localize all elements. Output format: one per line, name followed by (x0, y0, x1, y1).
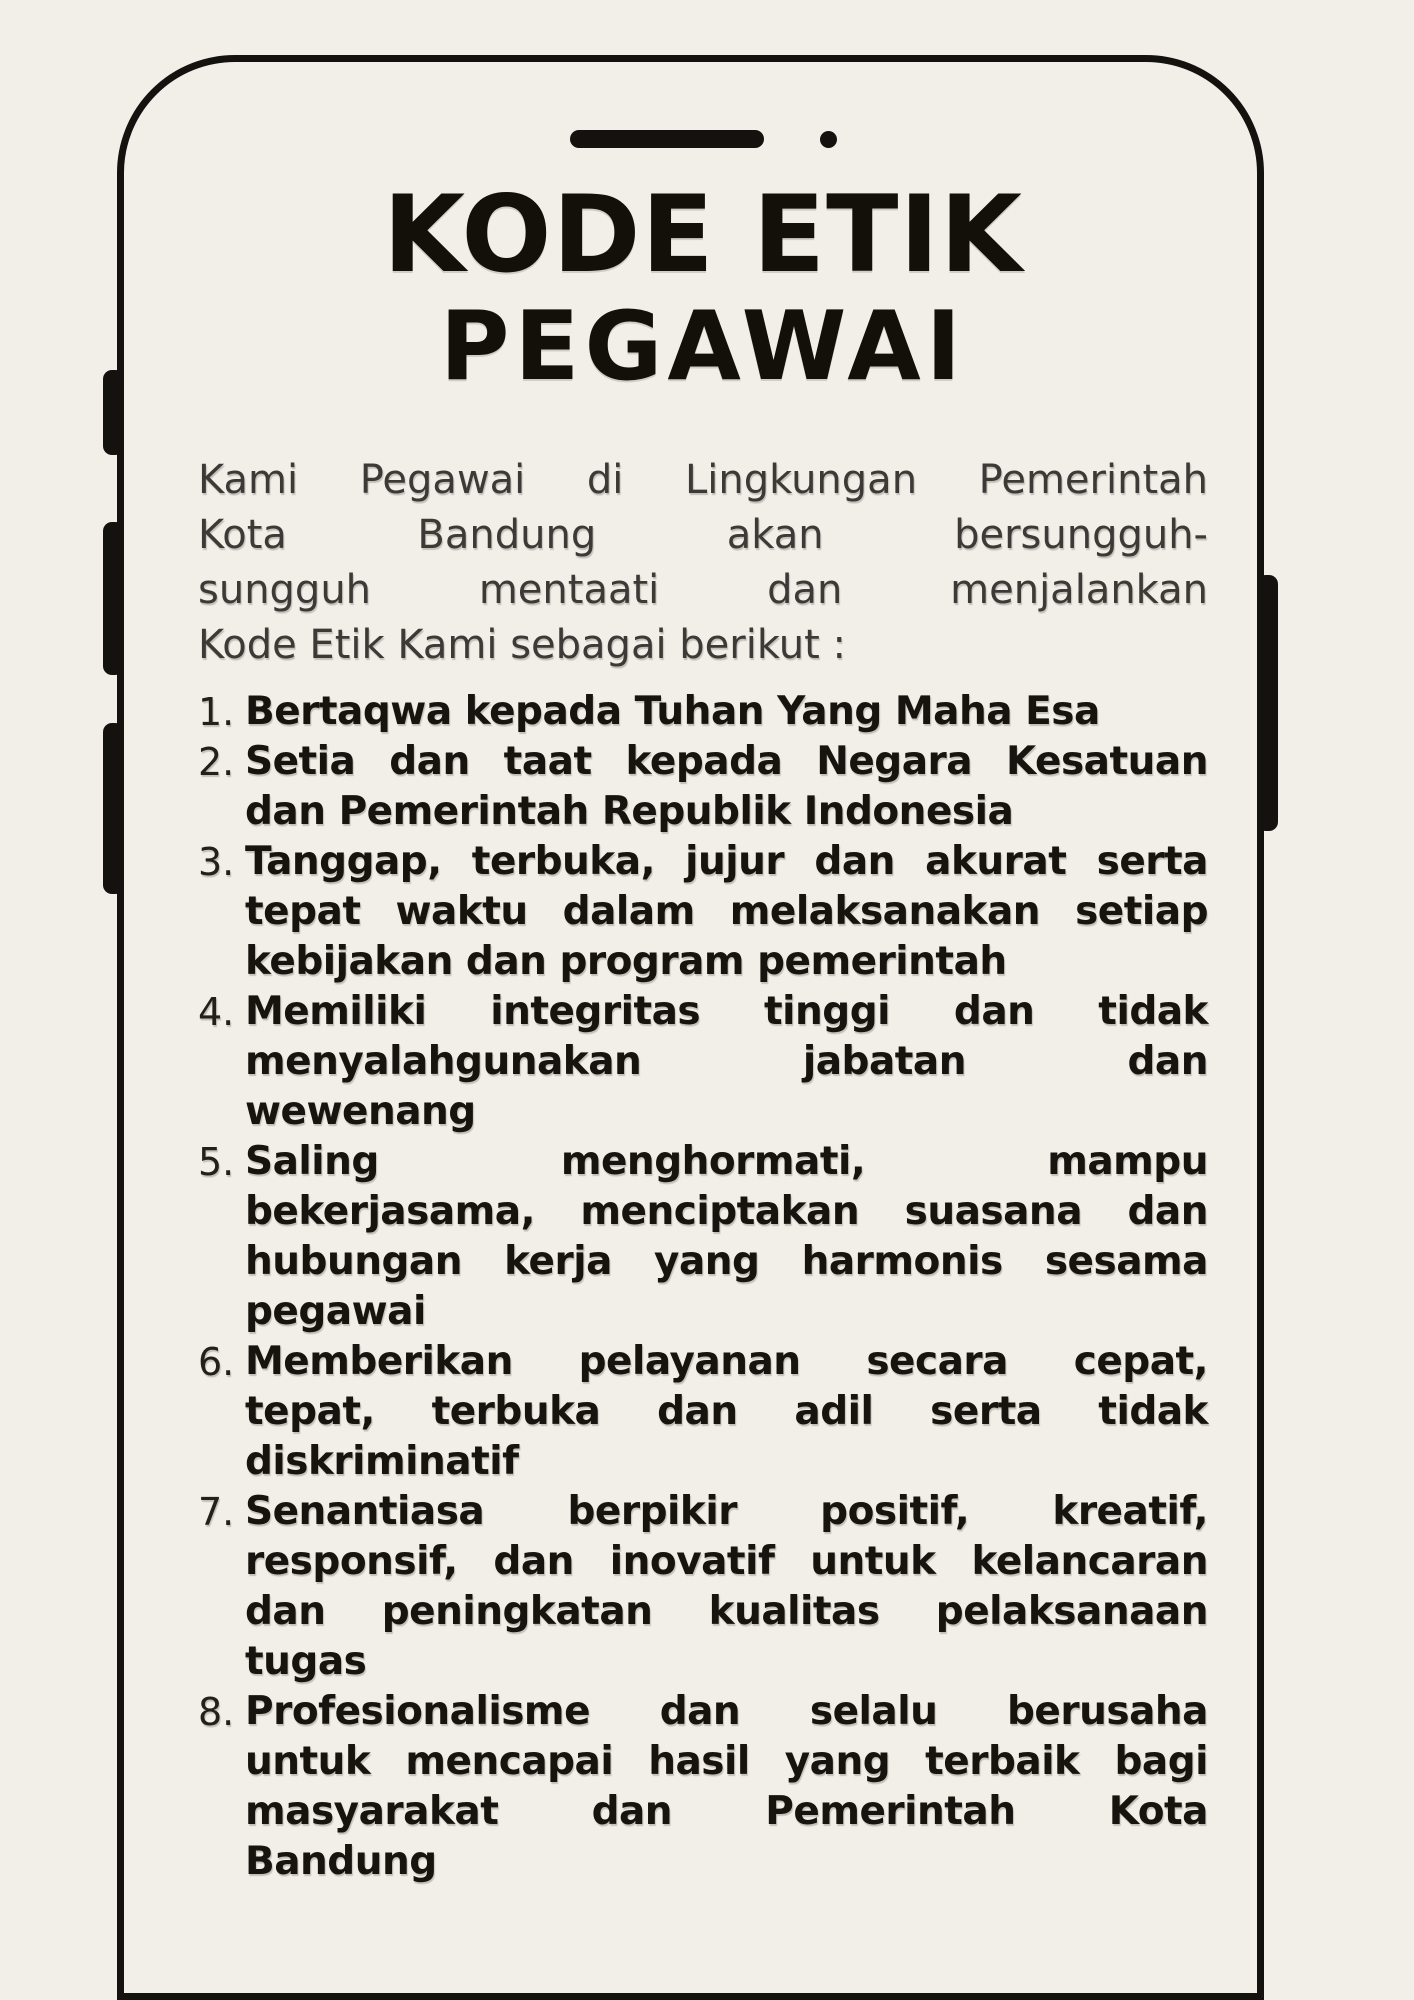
list-item-line: dan Pemerintah Republik Indonesia (245, 789, 1014, 834)
list-item-line: Bandung (245, 1839, 437, 1884)
speaker-bar-icon (570, 130, 764, 148)
list-item (198, 737, 1208, 837)
list-item-line: Saling menghormati, mampu (245, 1139, 1208, 1184)
list-item-text (245, 837, 1208, 987)
list-item-number: 1. (198, 690, 235, 734)
list-item-number: 6. (198, 1340, 235, 1384)
list-item-line: bekerjasama, menciptakan suasana dan (245, 1189, 1208, 1234)
list-item-line: Bertaqwa kepada Tuhan Yang Maha Esa (245, 689, 1100, 734)
list-item-number: 2. (198, 740, 235, 784)
poster-title-line2: PEGAWAI (439, 292, 967, 402)
list-item-text (245, 1487, 1208, 1687)
list-item-line: tugas (245, 1639, 367, 1684)
ethics-list (198, 687, 1208, 1887)
list-item-line: dan peningkatan kualitas pelaksanaan (245, 1589, 1208, 1634)
list-item-line: Senantiasa berpikir positif, kreatif, (245, 1489, 1208, 1534)
list-item-line: hubungan kerja yang harmonis sesama (245, 1239, 1208, 1284)
list-item-line: Memiliki integritas tinggi dan tidak (245, 989, 1208, 1034)
list-item-line: pegawai (245, 1289, 426, 1334)
poster-title-line1: KODE ETIK (382, 173, 1024, 296)
list-item-line: Memberikan pelayanan secara cepat, (245, 1339, 1208, 1384)
poster-content (198, 55, 1208, 1887)
list-item-line: diskriminatif (245, 1439, 519, 1484)
list-item-number: 3. (198, 840, 235, 884)
list-item-line: masyarakat dan Pemerintah Kota (245, 1789, 1208, 1834)
list-item (198, 1687, 1208, 1887)
list-item-number: 5. (198, 1140, 235, 1184)
list-item-line: responsif, dan inovatif untuk kelancaran (245, 1539, 1208, 1584)
list-item-number: 4. (198, 990, 235, 1034)
list-item-text (245, 737, 1208, 837)
intro-line: Kami Pegawai di Lingkungan Pemerintah (198, 457, 1208, 503)
list-item-line: wewenang (245, 1089, 476, 1134)
list-item-text (245, 1137, 1208, 1337)
list-item-text (245, 1687, 1208, 1887)
list-item (198, 687, 1208, 737)
list-item-text (245, 687, 1208, 737)
list-item-line: kebijakan dan program pemerintah (245, 939, 1007, 984)
phone-top-bezel (198, 130, 1208, 148)
list-item-line: tepat waktu dalam melaksanakan setiap (245, 889, 1208, 934)
camera-dot-icon (820, 131, 837, 148)
list-item-line: menyalahgunakan jabatan dan (245, 1039, 1208, 1084)
intro-line: sungguh mentaati dan menjalankan (198, 567, 1208, 613)
list-item (198, 1487, 1208, 1687)
list-item-line: Tanggap, terbuka, jujur dan akurat serta (245, 839, 1208, 884)
intro-paragraph (198, 453, 1208, 673)
list-item-text (245, 1337, 1208, 1487)
list-item (198, 987, 1208, 1137)
list-item-line: Profesionalisme dan selalu berusaha (245, 1689, 1208, 1734)
intro-line: Kode Etik Kami sebagai berikut : (198, 622, 847, 668)
list-item-line: untuk mencapai hasil yang terbaik bagi (245, 1739, 1208, 1784)
list-item-number: 7. (198, 1490, 235, 1534)
list-item (198, 1137, 1208, 1337)
list-item (198, 837, 1208, 987)
list-item-number: 8. (198, 1690, 235, 1734)
list-item (198, 1337, 1208, 1487)
list-item-line: tepat, terbuka dan adil serta tidak (245, 1389, 1208, 1434)
list-item-text (245, 987, 1208, 1137)
intro-line: Kota Bandung akan bersungguh- (198, 512, 1208, 558)
list-item-line: Setia dan taat kepada Negara Kesatuan (245, 739, 1208, 784)
